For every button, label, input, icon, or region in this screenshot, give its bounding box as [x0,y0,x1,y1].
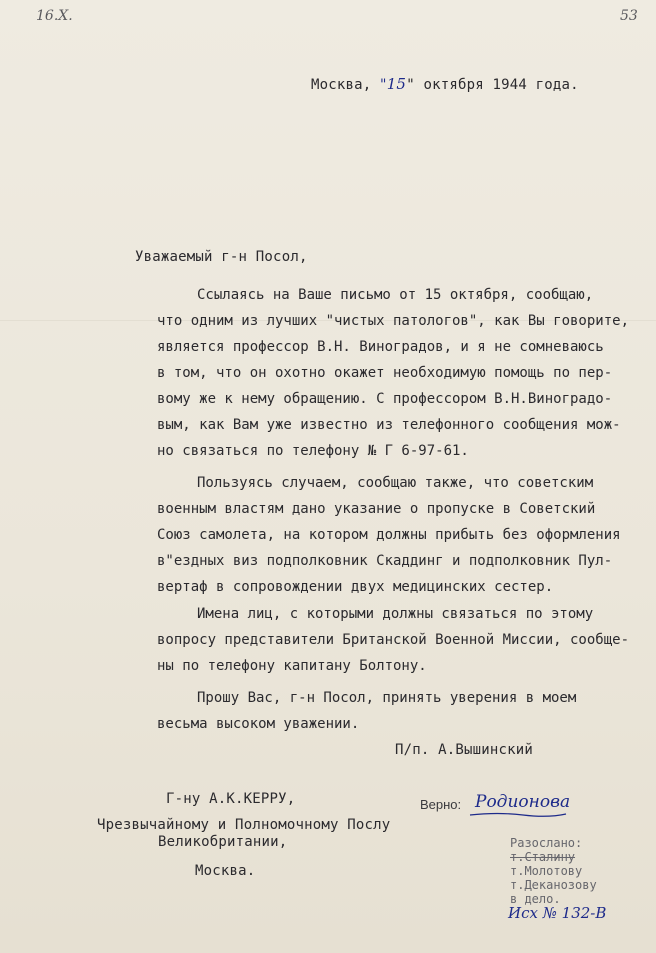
date-open-quote: " [380,77,387,93]
salutation: Уважаемый г-н Посол, [135,249,308,265]
signature-underline [468,812,568,818]
body-line-4: в том, что он охотно окажет необходимую помощь по пер- [157,365,613,381]
date-day-handwritten: 15 [386,75,407,93]
body-line-8: Пользуясь случаем, сообщаю также, что советским [197,475,594,491]
date-rest: октября 1944 года. [423,77,579,93]
addressee-title: Чрезвычайному и Полномочному Послу [97,817,391,833]
addressee-country: Великобритании, [158,834,288,850]
date-close-quote: " [406,77,415,93]
distribution-item-4: в дело. [510,892,561,906]
margin-note-date: 16.X. [36,8,73,24]
signature-line: П/п. А.Вышинский [395,742,534,758]
verified-label: Верно: [420,797,462,812]
distribution-label: Разослано: [510,836,583,850]
date-city: Москва, [311,77,372,93]
date-header [311,75,579,93]
addressee-name: Г-ну А.К.КЕРРУ, [166,791,296,807]
body-line-17: весьма высоком уважении. [157,716,360,732]
body-line-5: вому же к нему обращению. С профессором В.Н.Виноградо- [157,391,613,407]
body-line-15: ны по телефону капитану Болтону. [157,658,427,674]
outgoing-number-handwritten: Исх № 132-В [508,904,607,922]
body-line-1: Ссылаясь на Ваше письмо от 15 октября, сообщаю, [197,287,594,303]
body-line-2: что одним из лучших "чистых патологов", как Вы говорите, [157,313,630,329]
verified-handwritten-signature: Родионова [475,792,571,812]
body-line-10: Союз самолета, на котором должны прибыть без оформления [157,527,621,543]
page-number: 53 [620,8,638,24]
body-line-6: вым, как Вам уже известно из телефонного сообщения мож- [157,417,621,433]
body-line-7: но связаться по телефону № Г 6-97-61. [157,443,469,459]
distribution-item-1: т.Сталину [510,850,576,864]
body-line-14: вопросу представители Британской Военной Миссии, сообще- [157,632,630,648]
distribution-item-2: т.Молотову [510,864,583,878]
body-line-13: Имена лиц, с которыми должны связаться по этому [197,606,594,622]
body-line-11: в"ездных виз подполковник Скаддинг и подполковник Пул- [157,553,613,569]
body-line-16: Прошу Вас, г-н Посол, принять уверения в моем [197,690,577,706]
body-line-9: военным властям дано указание о пропуске в Советский [157,501,596,517]
distribution-item-3: т.Деканозову [510,878,597,892]
body-line-12: вертаф в сопровождении двух медицинских сестер. [157,579,554,595]
addressee-city: Москва. [195,863,256,879]
body-line-3: является профессор В.Н. Виноградов, и я не сомневаюсь [157,339,604,355]
